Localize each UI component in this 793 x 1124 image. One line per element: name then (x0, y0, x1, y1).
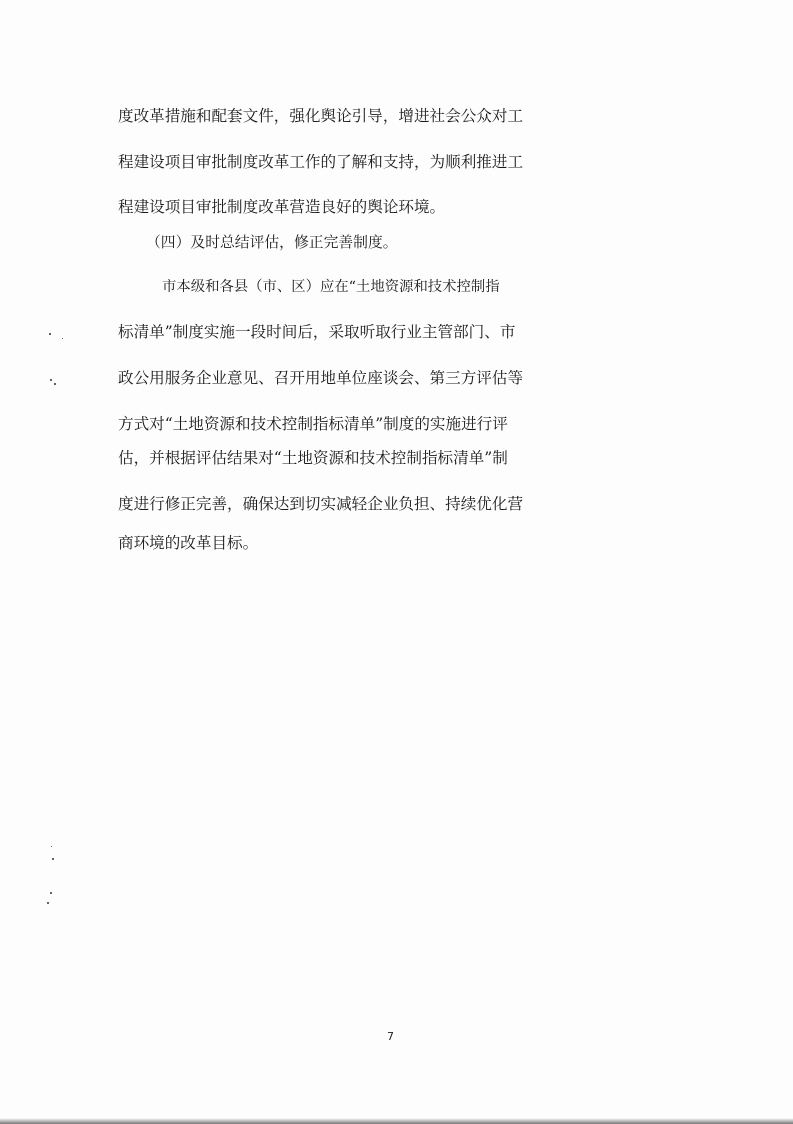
text-line: 度进行修正完善，确保达到切实减轻企业负担、持续优化营 (118, 495, 524, 513)
text-line: 商环境的改革目标。 (118, 534, 259, 552)
scan-speck (51, 846, 52, 847)
scan-speck (50, 379, 52, 381)
scan-speck (49, 333, 51, 335)
text-line: 方式对“土地资源和技术控制指标清单”制度的实施进行评 (118, 415, 508, 433)
scan-speck (50, 892, 52, 894)
text-line: 市本级和各县（市、区）应在“土地资源和技术控制指 (162, 279, 500, 295)
text-line: 度改革措施和配套文件，强化舆论引导，增进社会公众对工 (118, 107, 524, 125)
scan-speck (54, 383, 56, 385)
text-line: 估，并根据评估结果对“土地资源和技术控制指标清单”制 (118, 449, 508, 467)
scan-speck (47, 902, 49, 904)
scan-bottom-edge (0, 1118, 793, 1124)
text-line: 程建设项目审批制度改革营造良好的舆论环境。 (118, 198, 446, 216)
page-number: 7 (387, 1030, 394, 1043)
text-line: 标清单”制度实施一段时间后，采取听取行业主管部门、市 (118, 323, 516, 341)
text-line: 政公用服务企业意见、召开用地单位座谈会、第三方评估等 (118, 369, 524, 387)
section-heading: （四）及时总结评估，修正完善制度。 (146, 234, 398, 251)
text-line: 程建设项目审批制度改革工作的了解和支持，为顺利推进工 (118, 153, 524, 171)
scan-speck (62, 338, 63, 339)
scan-speck (52, 858, 54, 860)
